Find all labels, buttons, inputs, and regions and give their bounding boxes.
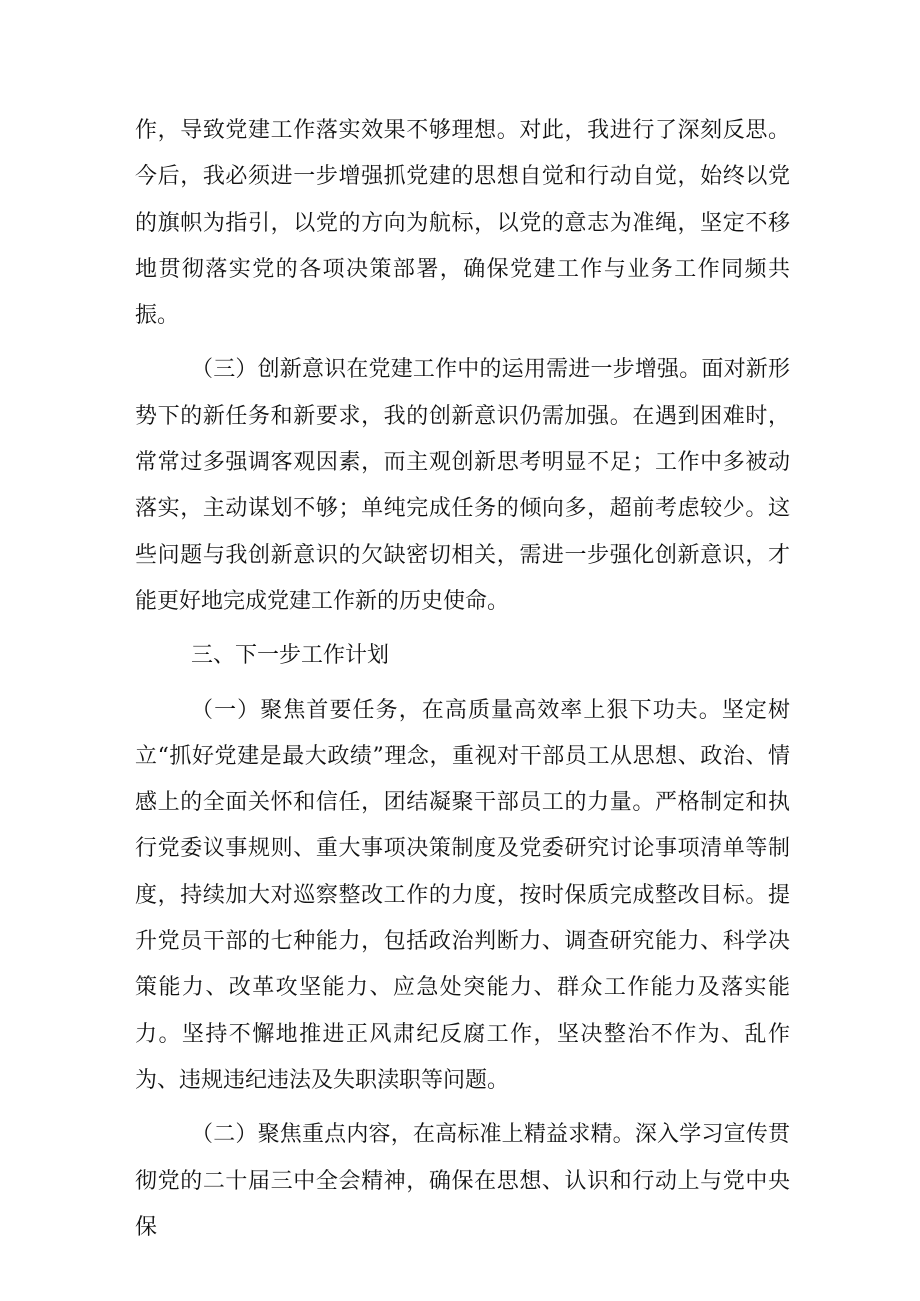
section-heading-next-steps: 三、下一步工作计划 — [191, 643, 390, 669]
paragraph-plan-key-content: （二）聚焦重点内容，在高标准上精益求精。深入学习宣传贯彻党的二十届三中全会精神，确保在思想、认识和行动上与党中央保 — [135, 1122, 790, 1240]
paragraph-innovation-awareness: （三）创新意识在党建工作中的运用需进一步增强。面对新形势下的新任务和新要求，我的创新意识仍需加强。在遇到困难时，常常过多强调客观因素，而主观创新思考明显不足；工作中多被动落实，主动谋划不够；单纯完成任务的倾向多，超前考虑较少。这些问题与我创新意识的欠缺密切相关，需进一步强化创新意识，才能更好地完成党建工作新的历史使命。 — [135, 357, 790, 614]
paragraph-plan-first-task: （一）聚焦首要任务，在高质量高效率上狠下功夫。坚定树立“抓好党建是最大政绩”理念，重视对干部员工从思想、政治、情感上的全面关怀和信任，团结凝聚干部员工的力量。严格制定和执行党委议事规则、重大事项决策制度及党委研究讨论事项清单等制度，持续加大对巡察整改工作的力度，按时保质完成整改目标。提升党员干部的七种能力，包括政治判断力、调查研究能力、科学决策能力、改革攻坚能力、应急处突能力、群众工作能力及落实能力。坚持不懈地推进正风肃纪反腐工作，坚决整治不作为、乱作为、违规违纪违法及失职渎职等问题。 — [135, 697, 790, 1093]
paragraph-continuation: 作，导致党建工作落实效果不够理想。对此，我进行了深刻反思。今后，我必须进一步增强抓党建的思想自觉和行动自觉，始终以党的旗帜为指引，以党的方向为航标，以党的意志为准绳，坚定不移地贯彻落实党的各项决策部署，确保党建工作与业务工作同频共振。 — [135, 118, 790, 329]
document-body — [135, 108, 790, 1259]
